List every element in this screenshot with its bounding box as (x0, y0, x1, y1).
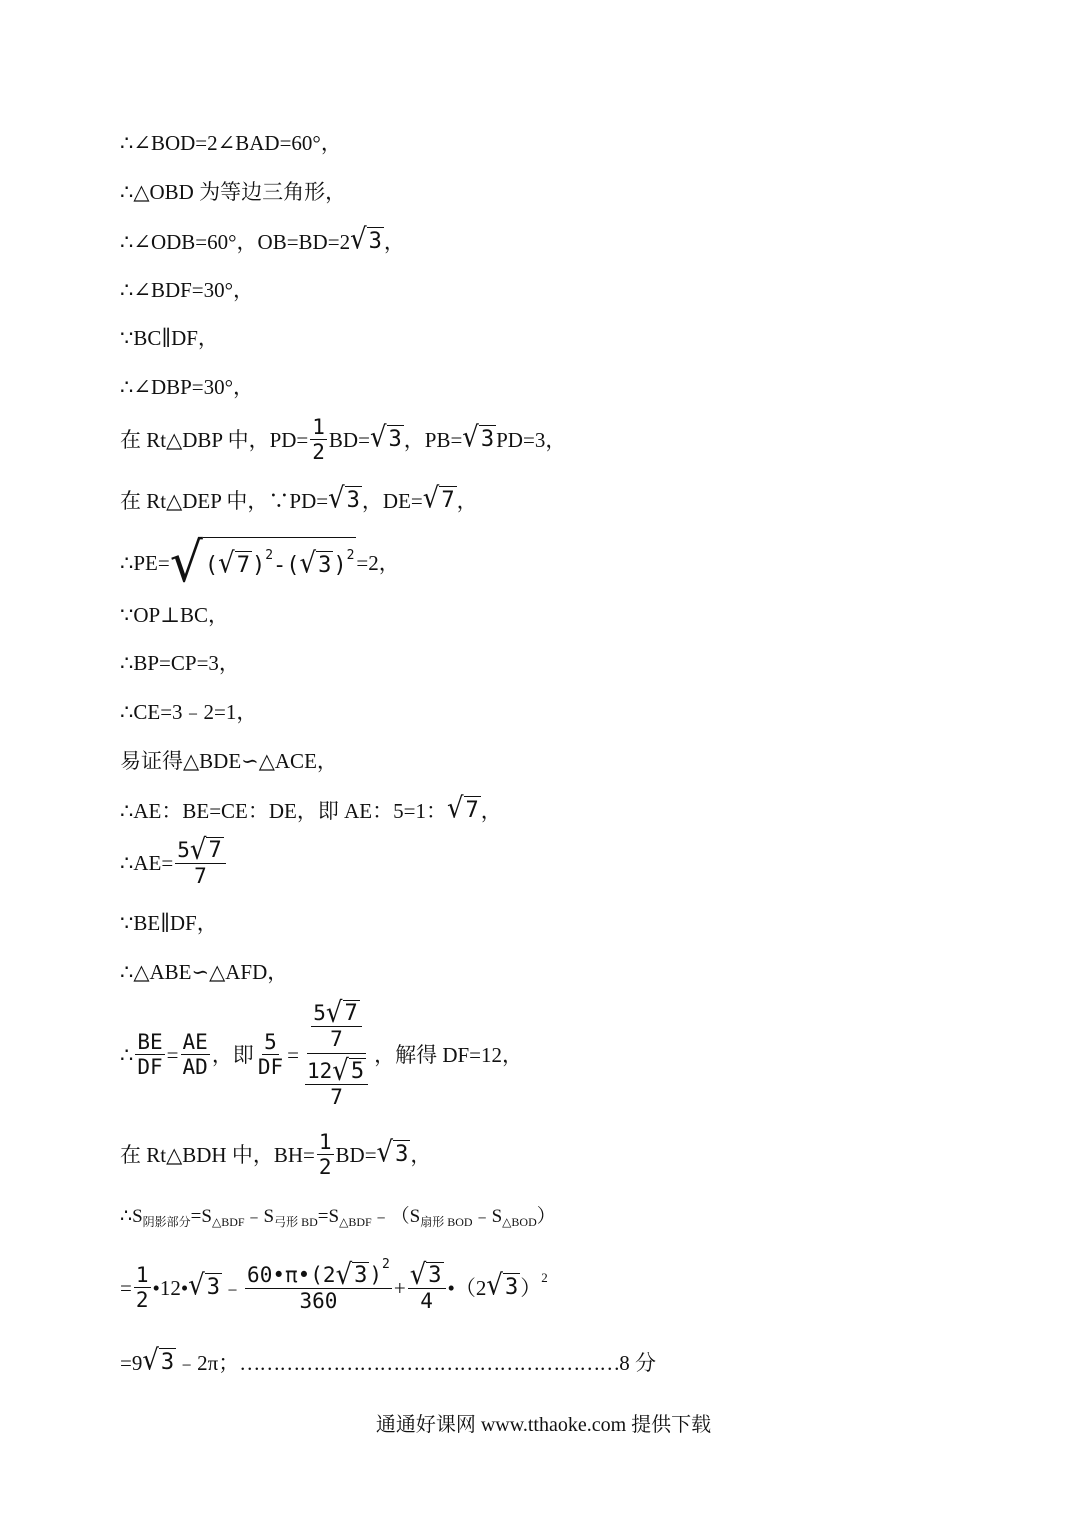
line-19: 在 Rt△BDH 中，BH= $\frac{1}{2}$ BD= √ 3 ， (120, 1130, 432, 1179)
footer-text: 通通好课网 www.tthaoke.com 提供下载 (375, 1414, 712, 1436)
fraction-5-df: $\frac{5}{DF}$ (257, 1030, 284, 1079)
line-22: =9 √ 3 ﹣2π； ………………………………………………… 8 分 (120, 1344, 657, 1378)
fraction-half: $\frac{1}{2}$ (312, 415, 325, 464)
sqrt-7: √ 7 (422, 482, 455, 516)
sqrt-3: √ 3 (328, 482, 360, 516)
line-17: ∴△ABE∽△AFD， (120, 960, 289, 984)
line-20: ∴S 阴影部分 =S △BDF ﹣S 弓形 BD =S △BDF ﹣（S 扇形 BOD ﹣S △BOD ） (120, 1206, 556, 1229)
fraction-ae: 5 √ 7 7 (175, 837, 225, 888)
line-16: ∵BE∥DF， (120, 911, 218, 935)
sqrt-3: √ 3 (188, 1269, 221, 1303)
sqrt-3: √ 3 (462, 421, 495, 455)
line-10: ∵OP⊥BC， (120, 603, 229, 627)
fraction-half: $\frac{1}{2}$ (318, 1130, 332, 1179)
line-4: ∴∠BDF=30°， (120, 278, 255, 302)
leader-dots: ………………………………………………… (239, 1350, 620, 1375)
sqrt-large: √ ( √ 7 ) 2 -( √ 3 ) 2 (169, 531, 355, 595)
line-2: ∴△OBD 为等边三角形， (120, 180, 347, 204)
line-9: ∴PE= √ ( √ 7 ) 2 -( √ 3 ) 2 =2， (120, 531, 400, 595)
line-11: ∴BP=CP=3， (120, 651, 240, 675)
line-6: ∴∠DBP=30°， (120, 375, 255, 399)
line-18: ∴ $\frac{BE}{DF}$ = $\frac{AE}{AD}$ ，即 $\frac{5}{DF}$ = 5 √ 7 7 12 √ 5 7 ，解得 DF=12， (120, 996, 524, 1109)
sqrt-3: √ 3 (376, 1136, 409, 1170)
fraction-sqrt3-4: √ 3 4 (408, 1262, 446, 1313)
line-21: = $\frac{1}{2}$ •12• √ 3 ﹣ 60•π•(2 √ 3 ) 2 360 + √ 3 4 •（2 √ 3 ） 2 (120, 1257, 548, 1313)
fraction-compound: 5 √ 7 7 12 √ 5 7 (301, 1000, 372, 1109)
sqrt-3: √ 3 (350, 223, 382, 257)
line-14: ∴AE：BE=CE：DE，即 AE：5=1： √ 7 ， (120, 792, 502, 826)
sqrt-3: √ 3 (142, 1344, 175, 1378)
line-1: ∴∠BOD=2∠BAD=60°， (120, 131, 342, 155)
sqrt-7: √ 7 (446, 792, 479, 826)
fraction-ae-ad: $\frac{AE}{AD}$ (182, 1030, 208, 1079)
line-7: 在 Rt△DBP 中，PD= $\frac{1}{2}$ BD= √ 3 ，PB= √ 3 PD=3， (120, 415, 567, 464)
line-12: ∴CE=3﹣2=1， (120, 700, 258, 724)
line-5: ∵BC∥DF， (120, 326, 219, 350)
fraction-half: $\frac{1}{2}$ (135, 1263, 149, 1312)
line-3: ∴∠ODB=60°，OB=BD=2 √ 3 ， (120, 223, 405, 257)
line-8: 在 Rt△DEP 中，∵PD= √ 3 ，DE= √ 7 ， (120, 482, 478, 516)
line-15: ∴AE= 5 √ 7 7 (120, 837, 228, 888)
fraction-sector: 60•π•(2 √ 3 ) 2 360 (247, 1257, 390, 1313)
line-13: 易证得△BDE∽△ACE， (120, 749, 338, 773)
sqrt-3: √ 3 (486, 1269, 519, 1303)
sqrt-3: √ 3 (369, 421, 402, 455)
fraction-be-df: $\frac{BE}{DF}$ (137, 1030, 163, 1079)
